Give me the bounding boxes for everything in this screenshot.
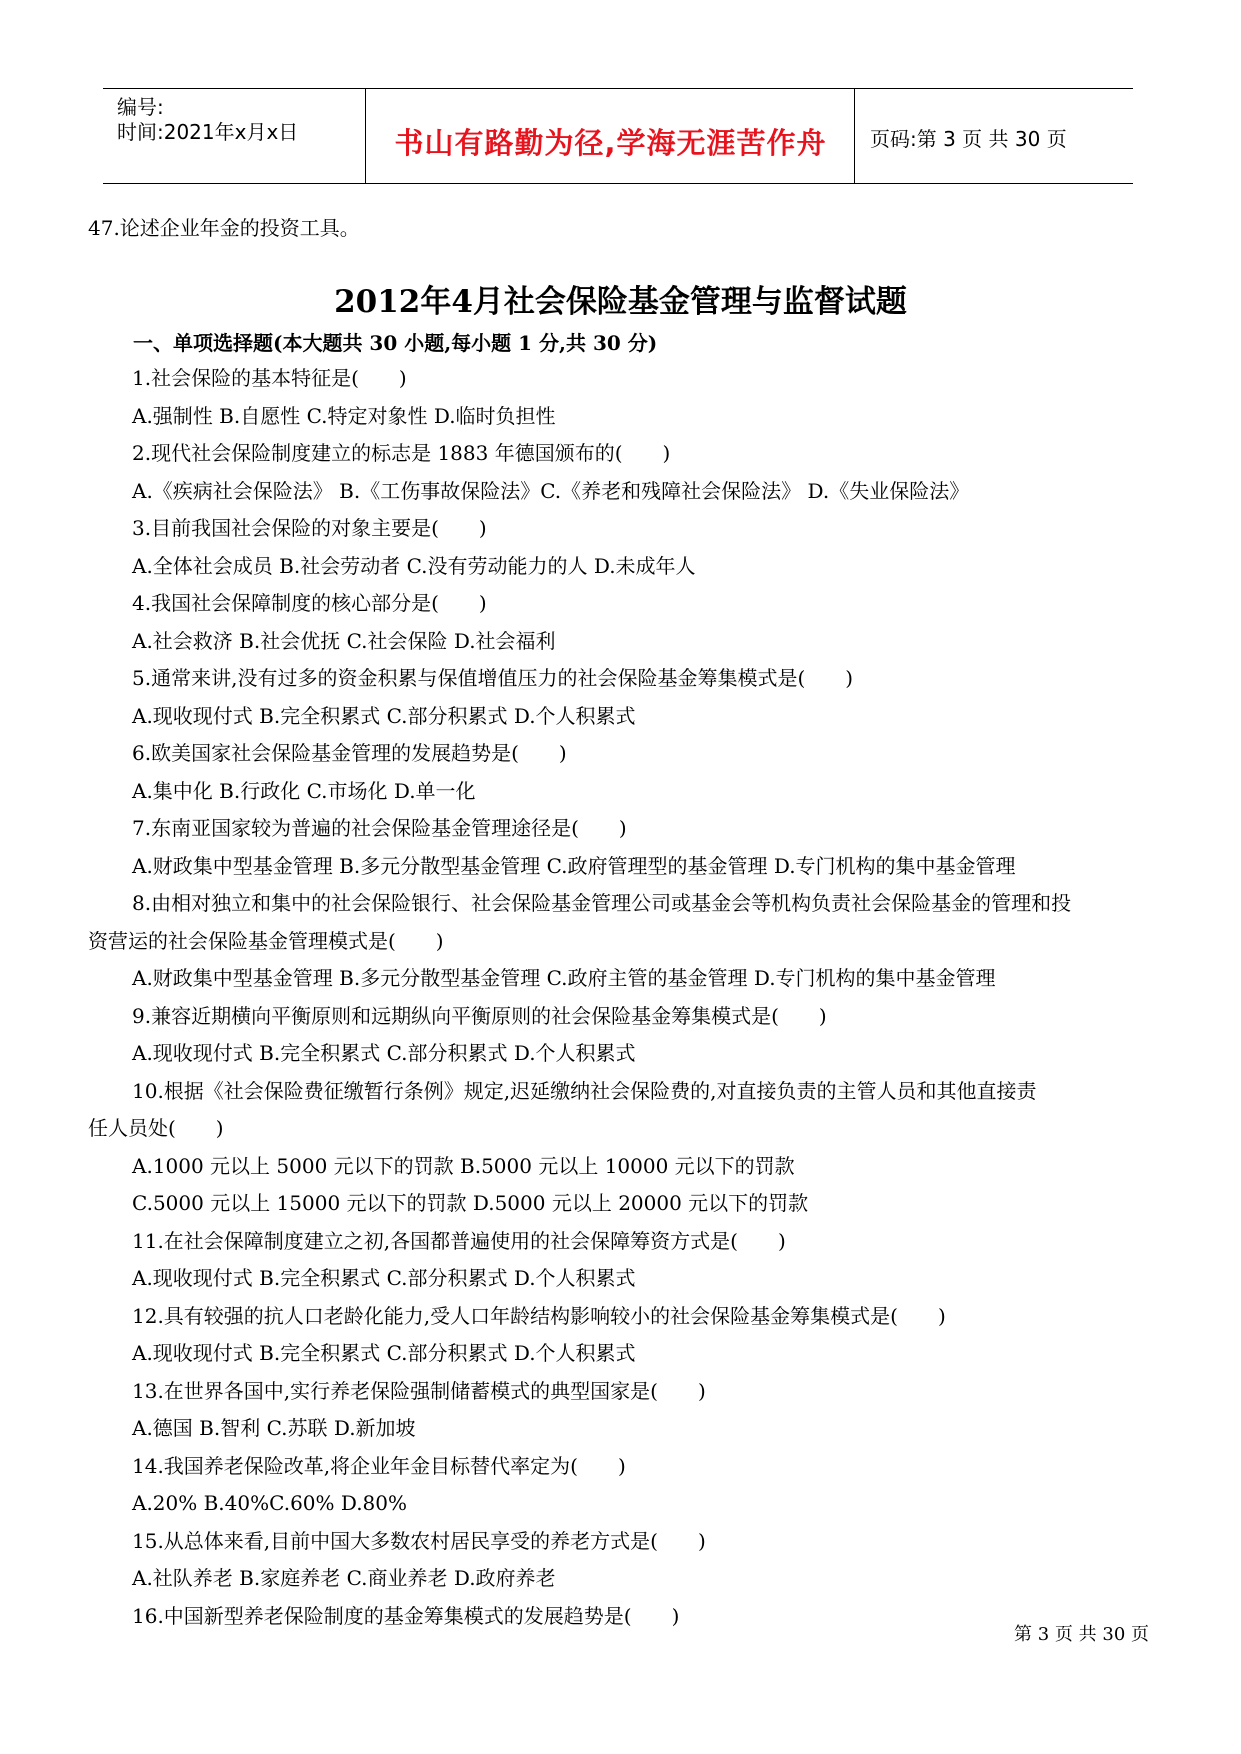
options-line: A.社会救济 B.社会优抚 C.社会保险 D.社会福利 bbox=[132, 628, 556, 653]
question-line: 9.兼容近期横向平衡原则和远期纵向平衡原则的社会保险基金筹集模式是( ) bbox=[132, 1003, 827, 1028]
options-line: A.集中化 B.行政化 C.市场化 D.单一化 bbox=[132, 778, 476, 803]
question-line-continuation: 资营运的社会保险基金管理模式是( ) bbox=[88, 928, 444, 953]
question-line: 6.欧美国家社会保险基金管理的发展趋势是( ) bbox=[132, 741, 567, 765]
options-line: A.社队养老 B.家庭养老 C.商业养老 D.政府养老 bbox=[132, 1566, 556, 1590]
question-line: 1.社会保险的基本特征是( ) bbox=[132, 366, 407, 390]
question-line: 14.我国养老保险改革,将企业年金目标替代率定为( ) bbox=[132, 1453, 626, 1478]
options-line: A.现收现付式 B.完全积累式 C.部分积累式 D.个人积累式 bbox=[132, 1041, 636, 1065]
options-line: A.《疾病社会保险法》 B.《工伤事故保险法》C.《养老和残障社会保险法》 D.《失业保险法》 bbox=[132, 478, 970, 503]
question-line: 4.我国社会保障制度的核心部分是( ) bbox=[132, 591, 487, 615]
motto: 书山有路勤为径,学海无涯苦作舟 bbox=[394, 126, 827, 160]
section-heading: 一、单项选择题(本大题共 30 小题,每小题 1 分,共 30 分) bbox=[133, 331, 658, 355]
question-line: 13.在世界各国中,实行养老保险强制储蓄模式的典型国家是( ) bbox=[132, 1378, 706, 1403]
options-line: A.现收现付式 B.完全积累式 C.部分积累式 D.个人积累式 bbox=[132, 703, 636, 728]
question-list bbox=[88, 360, 1153, 1635]
question-line: 15.从总体来看,目前中国大多数农村居民享受的养老方式是( ) bbox=[132, 1528, 706, 1553]
question-line: 2.现代社会保险制度建立的标志是 1883 年德国颁布的( ) bbox=[132, 441, 671, 465]
page-title: 2012年4月社会保险基金管理与监督试题 bbox=[334, 284, 907, 320]
serial-label: 编号: bbox=[117, 95, 164, 119]
question-line: 5.通常来讲,没有过多的资金积累与保值增值压力的社会保险基金筹集模式是( ) bbox=[132, 666, 854, 690]
header-left-cell bbox=[103, 89, 366, 183]
question-line: 12.具有较强的抗人口老龄化能力,受人口年龄结构影响较小的社会保险基金筹集模式是( ) bbox=[132, 1303, 946, 1328]
question-line: 11.在社会保障制度建立之初,各国都普遍使用的社会保障筹资方式是( ) bbox=[132, 1228, 786, 1253]
page-header bbox=[103, 88, 1133, 184]
intro-question: 47.论述企业年金的投资工具。 bbox=[88, 216, 360, 240]
question-line: 16.中国新型养老保险制度的基金筹集模式的发展趋势是( ) bbox=[132, 1603, 680, 1628]
options-line: A.财政集中型基金管理 B.多元分散型基金管理 C.政府主管的基金管理 D.专门机构的集中基金管理 bbox=[132, 966, 996, 990]
options-line: A.现收现付式 B.完全积累式 C.部分积累式 D.个人积累式 bbox=[132, 1266, 636, 1290]
question-line: 7.东南亚国家较为普遍的社会保险基金管理途径是( ) bbox=[132, 816, 627, 840]
options-line: A.全体社会成员 B.社会劳动者 C.没有劳动能力的人 D.未成年人 bbox=[132, 553, 696, 578]
options-line: A.强制性 B.自愿性 C.特定对象性 D.临时负担性 bbox=[132, 403, 556, 428]
page-footer: 第 3 页 共 30 页 bbox=[1014, 1624, 1149, 1645]
question-line: 8.由相对独立和集中的社会保险银行、社会保险基金管理公司或基金会等机构负责社会保险基金的管理和投 bbox=[132, 891, 1072, 915]
options-line: A.财政集中型基金管理 B.多元分散型基金管理 C.政府管理型的基金管理 D.专门机构的集中基金管理 bbox=[132, 853, 1016, 878]
options-line: A.德国 B.智利 C.苏联 D.新加坡 bbox=[132, 1416, 416, 1440]
options-line: C.5000 元以上 15000 元以下的罚款 D.5000 元以上 20000 元以下的罚款 bbox=[132, 1191, 809, 1215]
question-line: 10.根据《社会保险费征缴暂行条例》规定,迟延缴纳社会保险费的,对直接负责的主管人员和其他直接责 bbox=[132, 1078, 1037, 1103]
question-line: 3.目前我国社会保险的对象主要是( ) bbox=[132, 516, 487, 540]
header-right-cell bbox=[856, 89, 1133, 183]
time-label: 时间:2021年x月x日 bbox=[117, 120, 299, 144]
options-line: A.20% B.40%C.60% D.80% bbox=[132, 1491, 408, 1515]
options-line: A.现收现付式 B.完全积累式 C.部分积累式 D.个人积累式 bbox=[132, 1341, 636, 1365]
options-line: A.1000 元以上 5000 元以下的罚款 B.5000 元以上 10000 元以下的罚款 bbox=[132, 1153, 795, 1178]
header-middle-cell bbox=[367, 89, 855, 183]
page-label: 页码:第 3 页 共 30 页 bbox=[870, 127, 1067, 151]
question-line-continuation: 任人员处( ) bbox=[88, 1116, 224, 1140]
